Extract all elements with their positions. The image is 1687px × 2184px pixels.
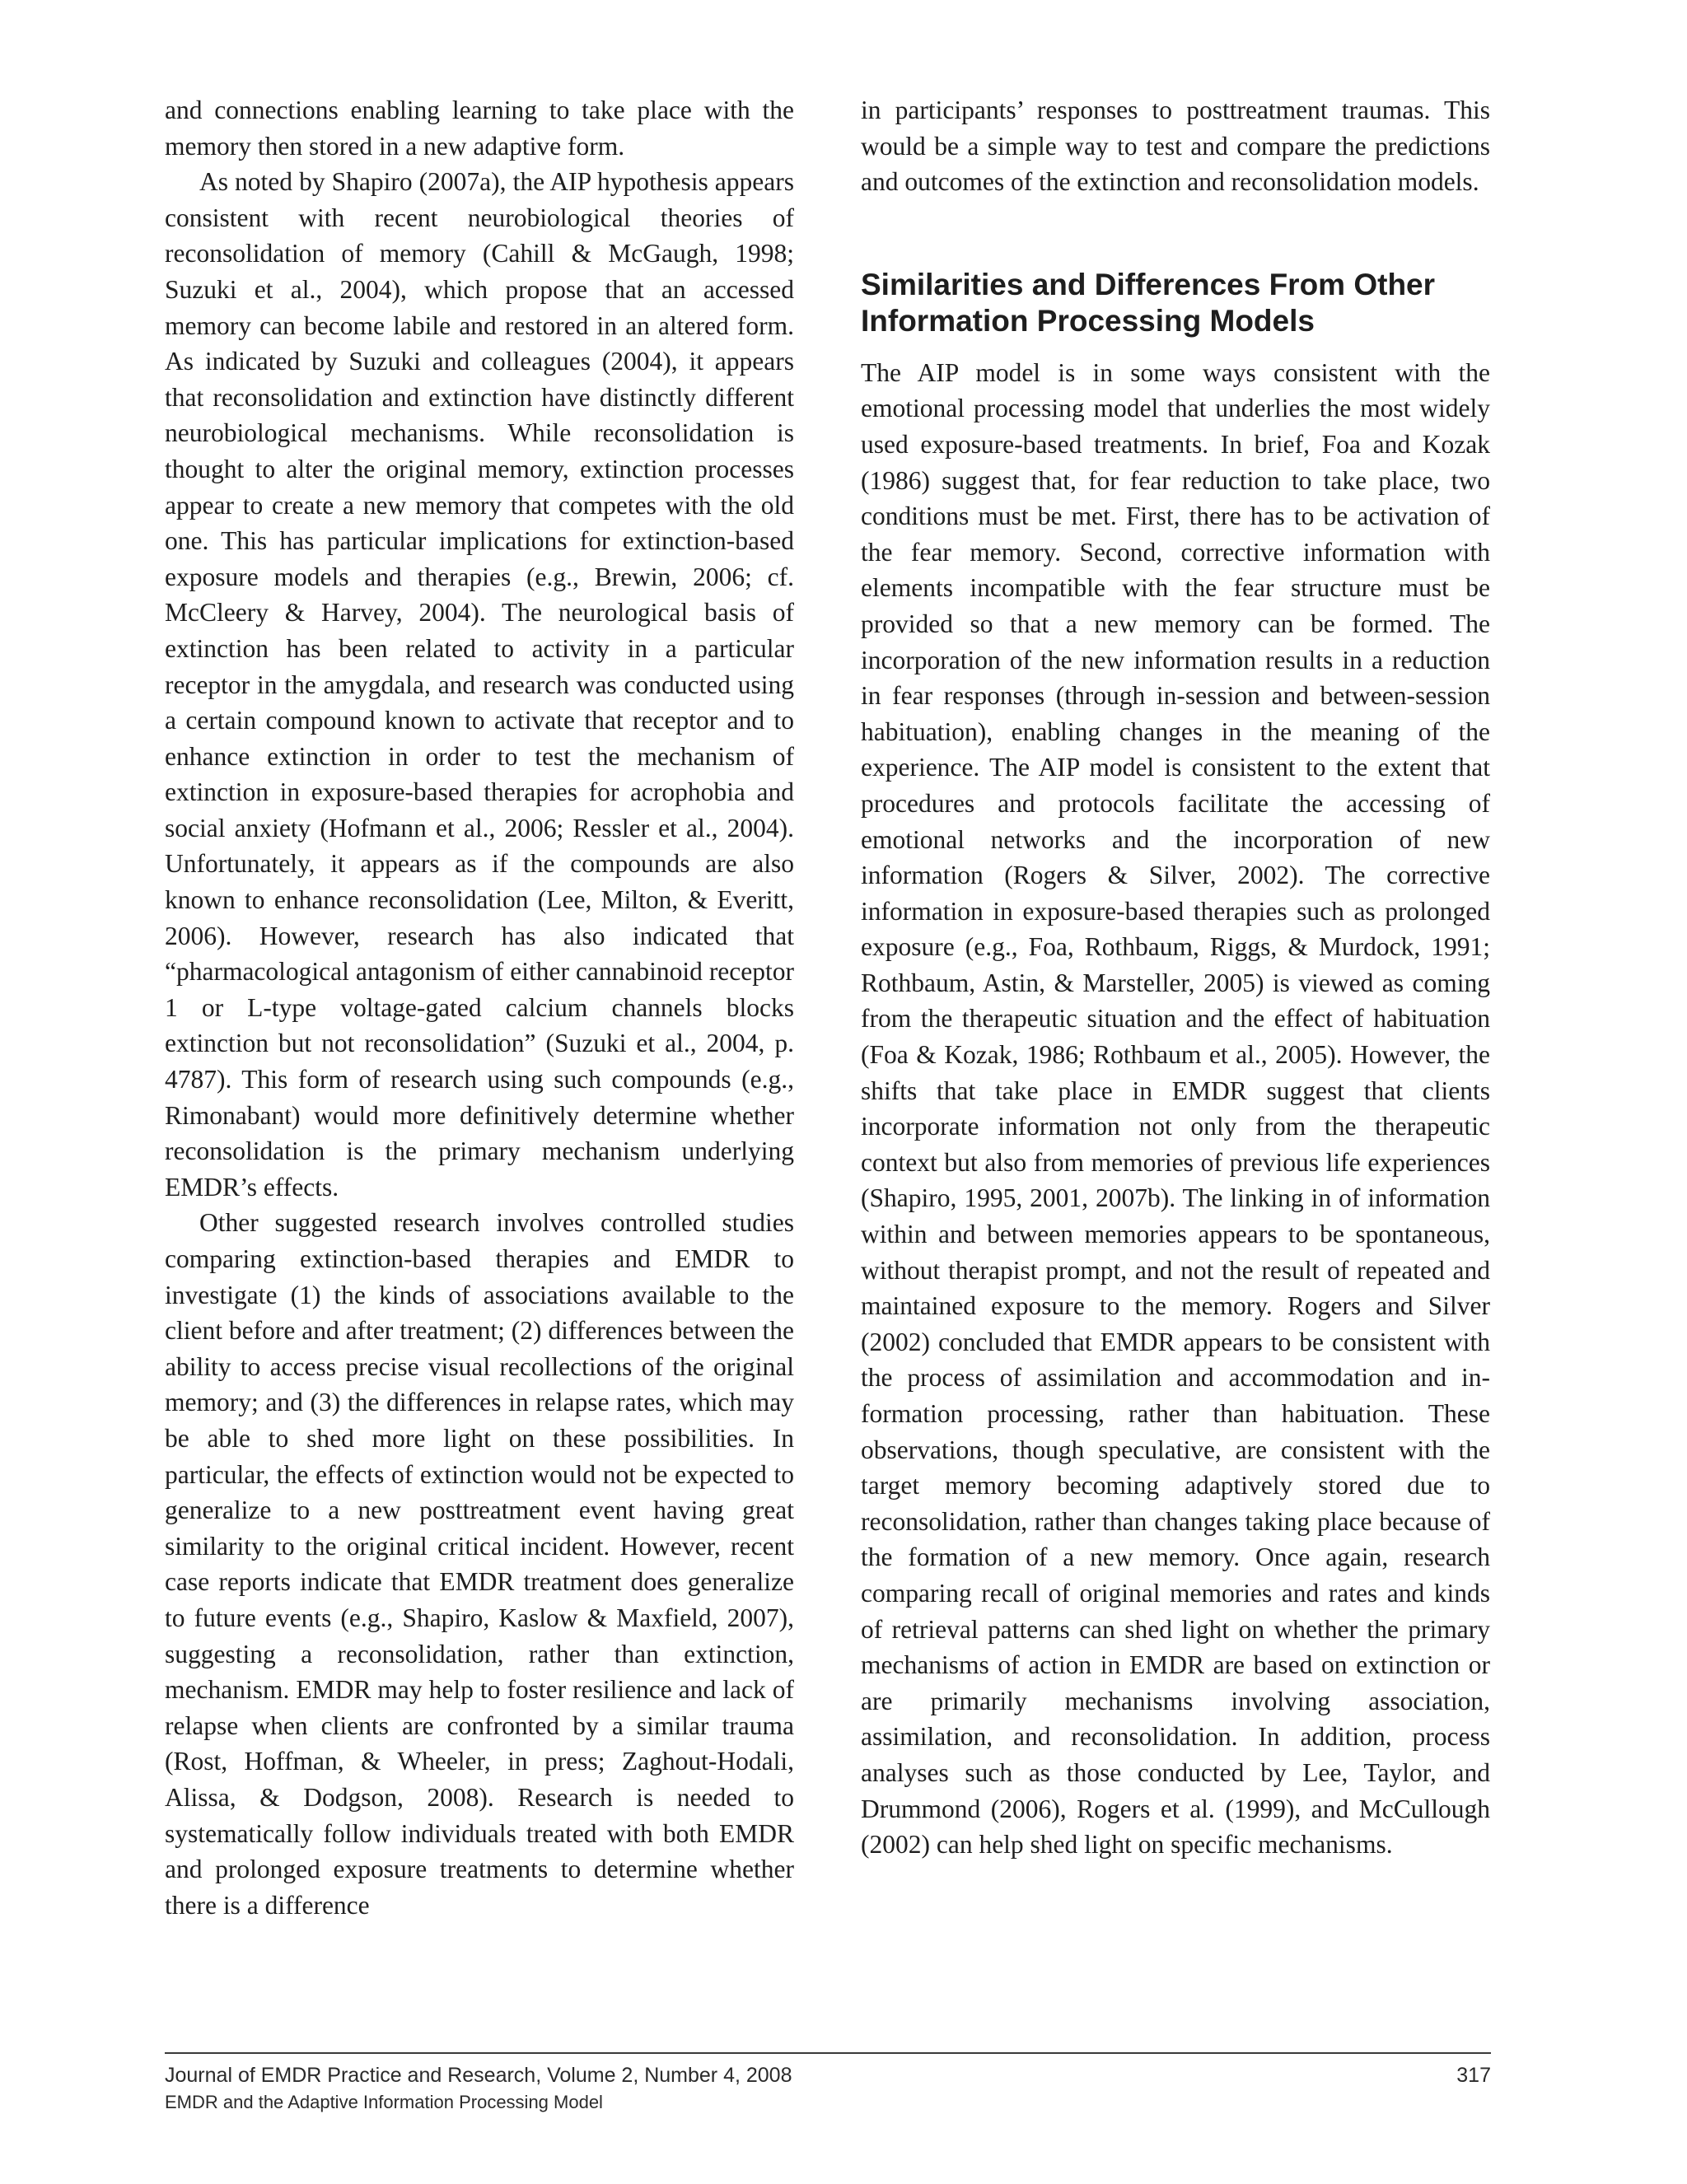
body-paragraph-suggested-research: Other suggested research involves controlled studies comparing extinction-based therapies and EMDR to investigate (1) the kinds of associations available to the client before and after treatment; (2) differences between the ability to access precise visual recollections of the original memory; and (3) the differences in relapse rates, which may be able to shed more light on these possibilities. In particular, the effects of extinction would not be expected to generalize to a new posttreatment event having great similarity to the original critical incident. However, recent case reports indicate that EMDR treatment does generalize to future events (e.g., Shapiro, Kaslow & Maxfield, 2007), suggesting a reconsolidation, rather than extinction, mechanism. EMDR may help to foster resilience and lack of relapse when clients are confronted by a similar trauma (Rost, Hoffman, & Wheeler, in press; Zaghout-Hodali, Alissa, & Dodgson, 2008). Research is needed to systematically follow individuals treated with both EMDR and prolonged exposure treatments to determine whether there is a difference xyxy=(165,1208,794,1920)
body-paragraph-continuation: and connections enabling learning to take place with the memory then stored in a new adaptive form. xyxy=(165,96,794,161)
body-paragraph-aip-model: The AIP model is in some ways consistent with the emotional processing model that underlies the most widely used exposure-based treatments. In brief, Foa and Kozak (1986) suggest that, for fear reduction to take place, two conditions must be met. First, there has to be activation of the fear memory. Second, corrective information with elements incompatible with the fear structure must be provided so that a new memory can be formed. The incorporation of the new information results in a reduction in fear responses (through in-session and between-session habituation), enabling changes in the meaning of the experience. The AIP model is consistent to the extent that procedures and protocols facilitate the accessing of emotional networks and the incorporation of new information (Rogers & Silver, 2002). The corrective information in exposure-based therapies such as prolonged exposure (e.g., Foa, Rothbaum, Riggs, & Murdock, 1991; Rothbaum, Astin, & Marsteller, 2005) is viewed as coming from the therapeutic situation and the effect of habituation (Foa & Kozak, 1986; Rothbaum et al., 2005). However, the shifts that take place in EMDR suggest that clients incorporate information not only from the therapeutic context but also from memories of previous life experiences (Shapiro, 1995, 2001, 2007b). The linking in of information within and between memories appears to be spontaneous, without therapist prompt, and not the result of repeated and maintained exposure to the memory. Rogers and Silver (2002) concluded that EMDR appears to be consistent with the process of assimilation and accommodation and information processing, rather than habituation. These observations, though speculative, are consistent with the target memory becoming adaptively stored due to reconsolidation, rather than changes taking place because of the formation of a new memory. Once again, research comparing recall of original memories and rates and kinds of retrieval patterns can shed light on whether the primary mechanisms of action in EMDR are based on extinction or are primarily mechanisms involving association, assimilation, and reconsolidation. In addition, process analyses such as those conducted by Lee, Taylor, and Drummond (2006), Rogers et al. (1999), and McCullough (2002) can help shed light on specific mechanisms. xyxy=(861,357,1490,1860)
section-heading: Similarities and Differences From Other Information Processing Models xyxy=(861,267,1436,338)
page-number: 317 xyxy=(1456,2064,1491,2087)
right-column xyxy=(861,92,1490,1863)
body-paragraph-continuation-right: in participants’ responses to posttreatment traumas. This would be a simple way to test and compare the predictions and outcomes of the extinction and reconsolidation models. xyxy=(861,96,1490,197)
body-paragraph-aip-reconsolidation: As noted by Shapiro (2007a), the AIP hypothesis appears consistent with recent neurobiological theories of reconsolidation of memory (Cahill & McGaugh, 1998; Suzuki et al., 2004), which propose that an accessed memory can become labile and restored in an altered form. As indicated by Suzuki and colleagues (2004), it appears that reconsolidation and extinction have distinctly different neurobiological mechanisms. While reconsolidation is thought to alter the original memory, extinction processes appear to create a new memory that competes with the old one. This has particular implications for extinction-based exposure models and therapies (e.g., Brewin, 2006; cf. McCleery & Harvey, 2004). The neurological basis of extinction has been related to activity in a particular receptor in the amygdala, and research was conducted using a certain compound known to activate that receptor and to enhance extinction in order to test the mechanism of extinction in exposure-based therapies for acrophobia and social anxiety (Hofmann et al., 2006; Ressler et al., 2004). Unfortunately, it appears as if the compounds are also known to enhance reconsolidation (Lee, Milton, & Everitt, 2006). However, research has also indicated that “pharmacological antagonism of either cannabinoid receptor 1 or L-type voltage-gated calcium channels blocks extinction but not reconsolidation” (Suzuki et al., 2004, p. 4787). This form of research using such compounds (e.g., Rimonabant) would more definitively determine whether reconsolidation is the primary mechanism underlying EMDR’s effects. xyxy=(165,167,794,1202)
footer-journal-citation: Journal of EMDR Practice and Research, Volume 2, Number 4, 2008 xyxy=(165,2064,792,2087)
footer-divider xyxy=(165,2052,1491,2054)
footer-article-title: EMDR and the Adaptive Information Processing Model xyxy=(165,2092,603,2112)
left-column xyxy=(165,92,794,1923)
